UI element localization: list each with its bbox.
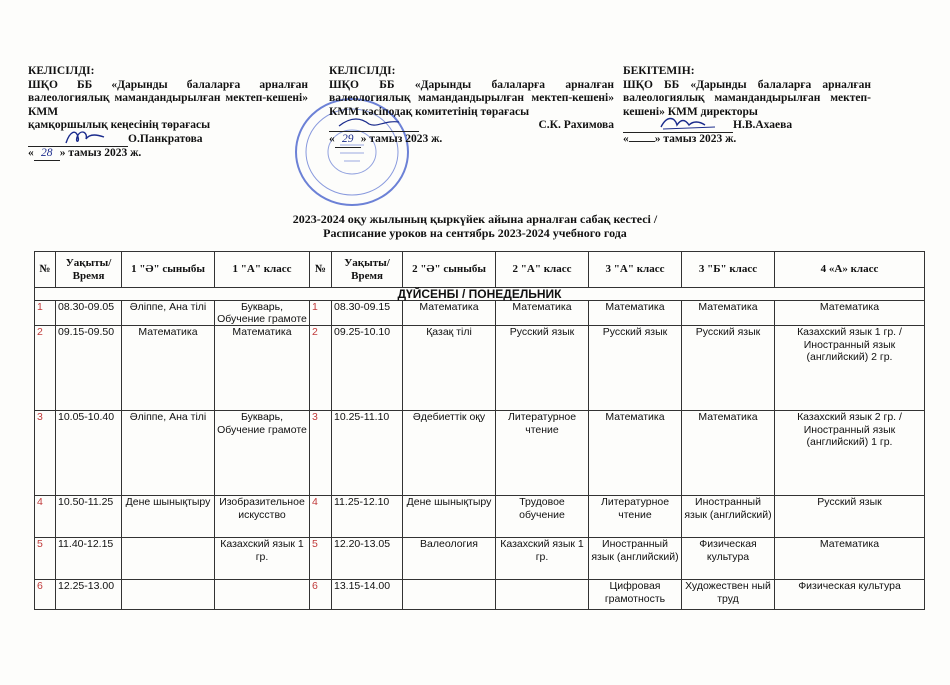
lesson-cell: Математика — [496, 301, 589, 326]
lesson-cell: Казахский язык 1 гр. / Иностранный язык (английский) 2 гр. — [775, 326, 925, 411]
lesson-cell: Қазақ тілі — [403, 326, 496, 411]
header-cell: 1 "А" класс — [215, 252, 310, 288]
lesson-cell: Изобразительное искусство — [215, 496, 310, 538]
lesson-cell: Трудовое обучение — [496, 496, 589, 538]
lesson-cell: Әдебиеттік оқу — [403, 411, 496, 496]
header-cell: № — [35, 252, 56, 288]
approval-org-text: ШҚО ББ «Дарынды балаларға арналған валеологиялық мамандандырылған мектеп-кешені» КММ — [28, 78, 308, 118]
approval-heading: КЕЛІСІЛДІ: — [28, 65, 95, 77]
header-cell: 2 "Ә" сыныбы — [403, 252, 496, 288]
approval-signer: О.Панкратова — [128, 132, 203, 145]
header-cell: 2 "А" класс — [496, 252, 589, 288]
schedule-title-kz: 2023-2024 оқу жылының қыркүйек айына арналған сабақ кестесі / — [292, 212, 658, 226]
signature-icon — [623, 121, 733, 133]
lesson-cell: Букварь, Обучение грамоте — [215, 411, 310, 496]
lesson-time: 10.50-11.25 — [56, 496, 122, 538]
lesson-cell: Русский язык — [496, 326, 589, 411]
approval-block-director — [623, 65, 871, 147]
table-row — [35, 580, 925, 610]
approval-block-union — [329, 65, 614, 148]
lesson-time: 11.25-12.10 — [332, 496, 403, 538]
lesson-cell — [122, 538, 215, 580]
lesson-cell: Математика — [775, 301, 925, 326]
approval-block-council — [28, 65, 308, 161]
approval-heading: БЕКІТЕМІН: — [623, 65, 695, 77]
table-row — [35, 301, 925, 326]
lesson-cell — [496, 580, 589, 610]
day-row — [35, 288, 925, 301]
lesson-cell: Литературное чтение — [589, 496, 682, 538]
header-cell: 3 "А" класс — [589, 252, 682, 288]
lesson-time: 10.25-11.10 — [332, 411, 403, 496]
table-row — [35, 326, 925, 411]
lesson-cell: Казахский язык 1 гр. — [496, 538, 589, 580]
lesson-time: 13.15-14.00 — [332, 580, 403, 610]
lesson-cell — [122, 580, 215, 610]
lesson-number: 3 — [310, 411, 332, 496]
lesson-number: 2 — [310, 326, 332, 411]
lesson-cell: Математика — [589, 411, 682, 496]
lesson-number: 2 — [35, 326, 56, 411]
signature-icon — [329, 120, 419, 132]
lesson-number: 5 — [35, 538, 56, 580]
lesson-cell — [403, 580, 496, 610]
lesson-cell: Цифровая грамотность — [589, 580, 682, 610]
table-row — [35, 411, 925, 496]
lesson-cell: Валеология — [403, 538, 496, 580]
lesson-cell: Физическая культура — [775, 580, 925, 610]
header-cell: 3 "Б" класс — [682, 252, 775, 288]
lesson-cell: Художествен ный труд — [682, 580, 775, 610]
approval-date-day — [629, 141, 655, 142]
lesson-cell: Дене шынықтыру — [122, 496, 215, 538]
header-cell: № — [310, 252, 332, 288]
schedule-table — [34, 251, 925, 610]
lesson-cell: Әліппе, Ана тілі — [122, 301, 215, 326]
lesson-cell: Математика — [215, 326, 310, 411]
lesson-number: 1 — [310, 301, 332, 326]
signature-icon — [28, 135, 128, 147]
lesson-cell: Математика — [403, 301, 496, 326]
table-header-row — [35, 252, 925, 288]
lesson-number: 5 — [310, 538, 332, 580]
lesson-time: 12.25-13.00 — [56, 580, 122, 610]
approval-heading: КЕЛІСІЛДІ: — [329, 65, 396, 77]
header-cell: 1 "Ә" сыныбы — [122, 252, 215, 288]
approval-position: қамқоршылық кеңесінің төрағасы — [28, 119, 211, 132]
lesson-cell: Русский язык — [682, 326, 775, 411]
lesson-time: 09.25-10.10 — [332, 326, 403, 411]
lesson-cell: Казахский язык 1 гр. — [215, 538, 310, 580]
lesson-cell: Әліппе, Ана тілі — [122, 411, 215, 496]
lesson-cell: Математика — [682, 301, 775, 326]
table-row — [35, 496, 925, 538]
lesson-cell: Русский язык — [589, 326, 682, 411]
lesson-cell: Физическая культура — [682, 538, 775, 580]
lesson-time: 08.30-09.15 — [332, 301, 403, 326]
signature-line — [28, 133, 308, 147]
approval-signer: Н.В.Ахаева — [733, 119, 793, 132]
lesson-cell: Математика — [682, 411, 775, 496]
lesson-time: 09.15-09.50 — [56, 326, 122, 411]
approval-signer: С.К. Рахимова — [538, 119, 614, 132]
lesson-number: 4 — [35, 496, 56, 538]
lesson-cell: Литературное чтение — [496, 411, 589, 496]
lesson-cell — [215, 580, 310, 610]
lesson-time: 12.20-13.05 — [332, 538, 403, 580]
lesson-cell: Математика — [589, 301, 682, 326]
day-label: ДҮЙСЕНБІ / ПОНЕДЕЛЬНИК — [35, 288, 925, 301]
lesson-cell: Математика — [122, 326, 215, 411]
approval-org-text: ШҚО ББ «Дарынды балаларға арналған валеологиялық мамандандырылған мектеп-кешені» КММ кәсіподақ комитетінің төрағасы — [329, 78, 614, 118]
signature-line — [623, 119, 871, 133]
lesson-number: 1 — [35, 301, 56, 326]
lesson-cell: Иностранный язык (английский) — [589, 538, 682, 580]
signature-line — [329, 119, 614, 133]
lesson-time: 11.40-12.15 — [56, 538, 122, 580]
header-cell: Уақыты/ Время — [332, 252, 403, 288]
lesson-cell: Математика — [775, 538, 925, 580]
approval-date: « » тамыз 2023 ж. — [623, 132, 737, 145]
lesson-cell: Русский язык — [775, 496, 925, 538]
lesson-cell: Букварь, Обучение грамоте — [215, 301, 310, 326]
header-cell: 4 «А» класс — [775, 252, 925, 288]
approval-date: « 28 » тамыз 2023 ж. — [28, 147, 308, 162]
lesson-number: 4 — [310, 496, 332, 538]
lesson-cell: Иностранный язык (английский) — [682, 496, 775, 538]
approval-date: « 29 » тамыз 2023 ж. — [329, 133, 614, 148]
lesson-number: 3 — [35, 411, 56, 496]
lesson-number: 6 — [35, 580, 56, 610]
schedule-title-ru: Расписание уроков на сентябрь 2023-2024 учебного года — [323, 226, 627, 240]
table-row — [35, 538, 925, 580]
lesson-cell: Дене шынықтыру — [403, 496, 496, 538]
lesson-number: 6 — [310, 580, 332, 610]
lesson-time: 10.05-10.40 — [56, 411, 122, 496]
lesson-cell: Казахский язык 2 гр. / Иностранный язык (английский) 1 гр. — [775, 411, 925, 496]
approval-date-day: 28 — [34, 147, 60, 162]
approval-date-day: 29 — [335, 133, 361, 148]
approval-org-text: ШҚО ББ «Дарынды балаларға арналған валеологиялық мамандандырылған мектеп-кешені» КММ директоры — [623, 78, 871, 118]
lesson-time: 08.30-09.05 — [56, 301, 122, 326]
header-cell: Уақыты/ Время — [56, 252, 122, 288]
